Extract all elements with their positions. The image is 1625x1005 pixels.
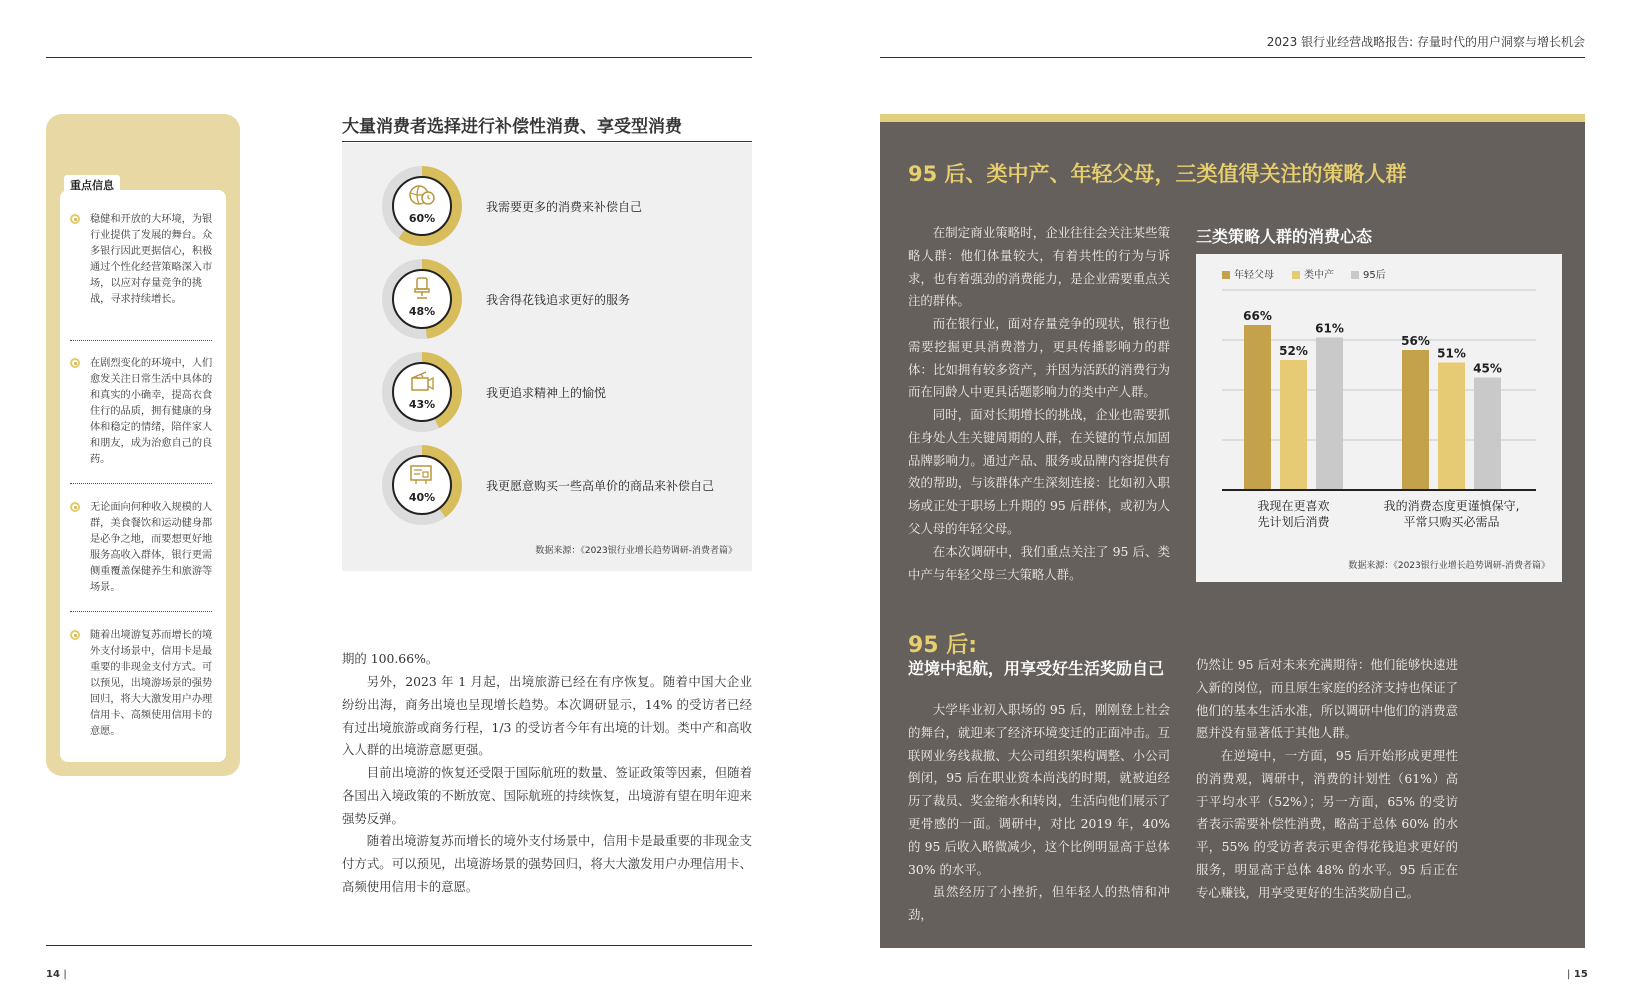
body-paragraph: 同时，面对长期增长的挑战，企业也需要抓住身处人生关键周期的人群，在关键的节点加固品牌影响力。通过产品、服务或品牌内容提供有效的帮助，与该群体产生深刻连接：比如初入职场或正处于职场上升期的 95 后群体，或初为人父人母的年轻父母。 — [908, 407, 1170, 536]
body-paragraph: 大学毕业初入职场的 95 后，刚刚登上社会的舞台，就迎来了经济环境变迁的正面冲击。互联网业务线裁撤、大公司组织架构调整、小公司倒闭，95 后在职业资本尚浅的时期，就被迫经历了裁员、奖金缩水和转岗，生活向他们展示了更骨感的一面。调研中，对比 2019 年，40% 的 95 后收入略微减少，这个比例明显高于总体 30% 的水平。 — [908, 702, 1170, 877]
key-info-label: 重点信息 — [64, 175, 120, 195]
category-label: 我现在更喜欢 — [1257, 499, 1330, 513]
massage-chair-icon — [408, 277, 436, 299]
body-paragraph: 而在银行业，面对存量竞争的现状，银行也需要挖掘更具消费潜力，更具传播影响力的群体：比如拥有较多资产，并因为活跃的消费行为而在同龄人中更具话题影响力的类中产人群。 — [908, 316, 1170, 400]
dotted-divider — [70, 340, 212, 341]
bar-chart — [1196, 254, 1562, 582]
chart-bar — [1402, 350, 1429, 490]
chart-bar — [1438, 363, 1465, 491]
bar-value-label: 51% — [1437, 346, 1466, 361]
chart-panel — [1196, 254, 1562, 582]
circle-bullet-icon — [70, 358, 80, 368]
body-paragraph: 虽然经历了小挫折，但年轻人的热情和冲劲， — [908, 884, 1170, 922]
body-paragraph: 随着出境游复苏而增长的境外支付场景中，信用卡是最重要的非现金支付方式。可以预见，出境游场景的强势回归，将大大激发用户办理信用卡、高频使用信用卡的意愿。 — [342, 833, 752, 894]
legend-swatch — [1292, 271, 1300, 279]
left-chart-source: 数据来源：《2023银行业增长趋势调研-消费者篇》 — [535, 546, 737, 556]
stat-row — [382, 445, 742, 527]
bar-value-label: 52% — [1279, 344, 1308, 358]
page-number-left: 14 | — [46, 969, 67, 980]
bar-value-label: 56% — [1401, 334, 1430, 348]
stat-label: 我更追求精神上的愉悦 — [486, 386, 607, 400]
film-clapper-icon — [408, 370, 436, 392]
category-label: 我的消费态度更谨慎保守, — [1383, 499, 1520, 513]
body-paragraph: 另外，2023 年 1 月起，出境旅游已经在有序恢复。随着中国大企业纷纷出海，商务出境也呈现增长趋势。本次调研显示，14% 的受访者已经有过出境旅游或商务行程，1/3 的受访者今年有出境的计划。类中产和高收入人群的出境游意愿更强。 — [342, 674, 752, 758]
section-heading-number: 95 后: — [908, 633, 978, 658]
stat-label: 我更愿意购买一些高单价的商品来补偿自己 — [486, 479, 715, 493]
chart-bar — [1316, 338, 1343, 491]
body-paragraph: 期的 100.66%。 — [342, 651, 439, 666]
chart-bar — [1474, 378, 1501, 491]
circle-bullet-icon — [70, 630, 80, 640]
legend-swatch — [1222, 271, 1230, 279]
left-title-rule — [342, 141, 752, 142]
chart-bar — [1244, 325, 1271, 490]
bar-value-label: 61% — [1315, 321, 1344, 336]
chart-source: 数据来源：《2023银行业增长趋势调研-消费者篇》 — [1348, 561, 1550, 571]
bar-value-label: 66% — [1243, 309, 1272, 323]
stat-label: 我舍得花钱追求更好的服务 — [486, 293, 631, 307]
chart-bar — [1280, 360, 1307, 490]
report-header-title: 2023 银行业经营战略报告: 存量时代的用户洞察与增长机会 — [1266, 35, 1585, 49]
stat-row — [382, 352, 742, 434]
legend-label: 类中产 — [1304, 270, 1334, 281]
dotted-divider — [70, 611, 212, 612]
stat-label: 我需要更多的消费来补偿自己 — [486, 200, 643, 214]
gift-card-icon — [408, 463, 436, 485]
dotted-divider — [70, 483, 212, 484]
top-rule-right — [880, 57, 1585, 58]
stat-percentage: 40% — [408, 491, 436, 504]
circle-bullet-icon — [70, 502, 80, 512]
left-chart-title: 大量消费者选择进行补偿性消费、享受型消费 — [342, 117, 682, 137]
stat-percentage: 48% — [408, 305, 436, 318]
stat-percentage: 43% — [408, 398, 436, 411]
top-rule-left — [46, 57, 752, 58]
page-number-right: | 15 — [1567, 969, 1588, 980]
bottom-rule-left — [46, 945, 752, 946]
globe-clock-icon — [408, 184, 436, 206]
body-paragraph: 在制定商业策略时，企业往往会关注某些策略人群：他们体量较大，有着共性的行为与诉求，也有着强劲的消费能力，是企业需要重点关注的群体。 — [908, 225, 1170, 309]
stat-row — [382, 259, 742, 341]
legend-label: 年轻父母 — [1234, 270, 1274, 281]
right-accent-bar — [880, 114, 1585, 122]
circle-bullet-icon — [70, 214, 80, 224]
body-paragraph: 目前出境游的恢复还受限于国际航班的数量、签证政策等因素，但随着各国出入境政策的不断放宽、国际航班的持续恢复，出境游有望在明年迎来强势反弹。 — [342, 765, 752, 826]
right-section-title: 95 后、类中产、年轻父母，三类值得关注的策略人群 — [908, 162, 1407, 186]
legend-swatch — [1351, 271, 1359, 279]
body-paragraph: 在逆境中，一方面，95 后开始形成更理性的消费观，调研中，消费的计划性（61%）高于平均水平（52%）；另一方面，65% 的受访者表示需要补偿性消费，略高于总体 60% 的水平，55% 的受访者表示更舍得花钱追求更好的服务，明显高于总体 48% 的水平。95 后正在专心赚钱，用享受更好的生活奖励自己。 — [1196, 748, 1458, 900]
legend-label: 95后 — [1363, 270, 1386, 281]
section-subheading: 逆境中起航，用享受好生活奖励自己 — [908, 659, 1165, 678]
category-label: 先计划后消费 — [1257, 515, 1330, 529]
bar-value-label: 45% — [1473, 361, 1502, 376]
body-paragraph: 仍然让 95 后对未来充满期待：他们能够快速进入新的岗位，而且原生家庭的经济支持也保证了他们的基本生活水准，所以调研中他们的消费意愿并没有显著低于其他人群。 — [1196, 657, 1458, 741]
category-label: 平常只购买必需品 — [1403, 515, 1500, 529]
stat-percentage: 60% — [408, 212, 436, 225]
stat-row — [382, 166, 742, 248]
body-paragraph: 在本次调研中，我们重点关注了 95 后、类中产与年轻父母三大策略人群。 — [908, 544, 1170, 582]
chart-title: 三类策略人群的消费心态 — [1196, 227, 1373, 246]
